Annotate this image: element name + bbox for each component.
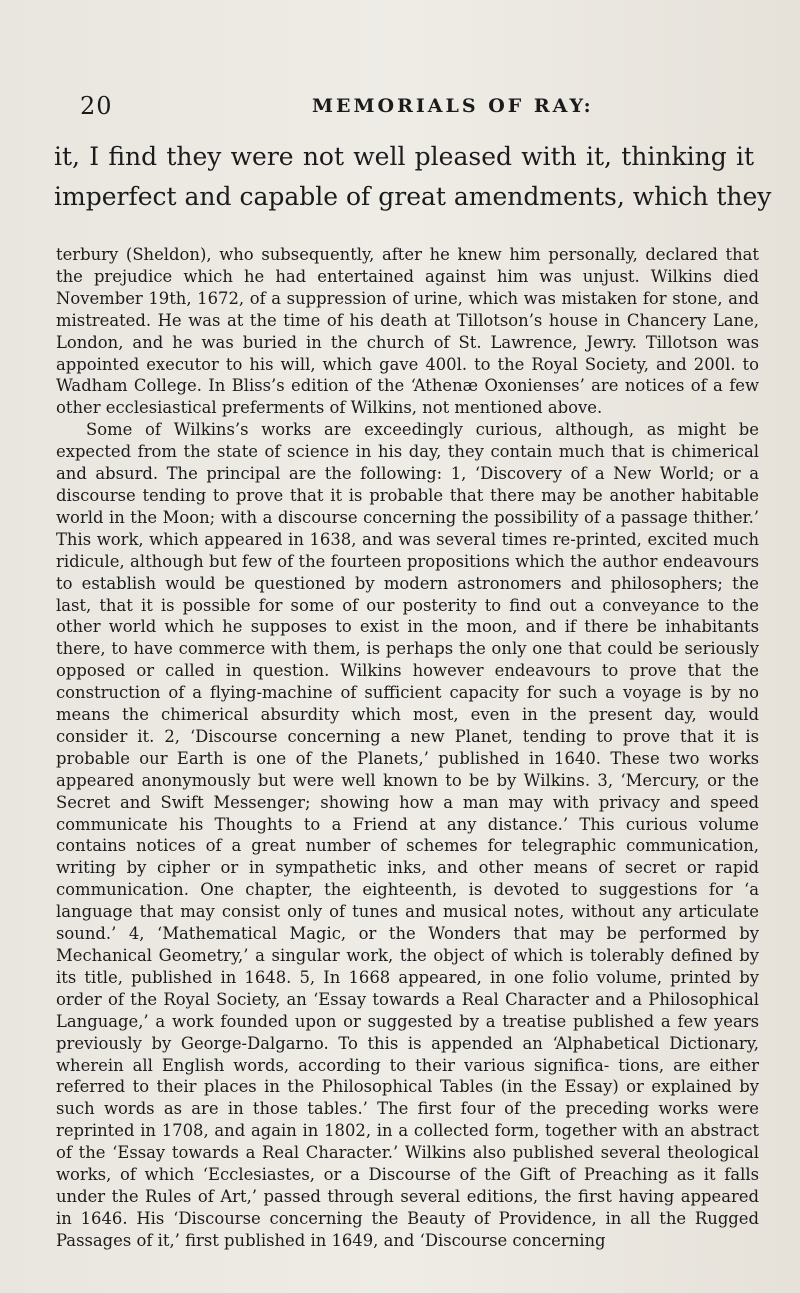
paragraph: terbury (Sheldon), who subsequently, after he knew him personally, declared that the prejudice which he had entertained against him was unjust. Wilkins died November 19th, 1672, of a suppression of urine, which was mistaken for stone, and mistreated. He was at the time of his death at Tillotson’s house in Chancery Lane, London, and he was buried in the church of St. Lawrence, Jewry. Tillotson was appointed executor to his will, which gave 400l. to the Royal Society, and 200l. to Wadham College. In Bliss’s edition of the ‘Athenæ Oxonienses’ are notices of a few other ecclesiastical preferments of Wilkins, not mentioned above. (56, 245, 759, 418)
bled-through-text-fragment (54, 137, 772, 217)
page-header (80, 92, 710, 118)
running-title: MEMORIALS OF RAY: (312, 95, 594, 117)
page-number: 20 (80, 92, 113, 120)
fragment-line: it, I find they were not well pleased with it, thinking it (54, 142, 754, 171)
fragment-line: imperfect and capable of great amendments, which they (54, 182, 772, 211)
paragraph: Some of Wilkins’s works are exceedingly curious, although, as might be expected from the state of science in his day, they contain much that is chimerical and absurd. The principal are the following: 1, ‘Discovery of a New World; or a discourse tending to prove that it is probable that there may be another habitable world in the Moon; with a discourse concerning the possibility of a passage thither.’ This work, which appeared in 1638, and was several times re-printed, excited much ridicule, although but few of the fourteen propositions which the author endeavours to establish would be questioned by modern astronomers and philosophers; the last, that it is possible for some of our posterity to find out a conveyance to the other world which he supposes to exist in the moon, and if there be inhabitants there, to have commerce with them, is perhaps the only one that could be seriously opposed or called in question. Wilkins however endeavours to prove that the construction of a flying-machine of sufficient capacity for such a voyage is by no means the chimerical absurdity which most, even in the present day, would consider it. 2, ‘Discourse concerning a new Planet, tending to prove that it is probable our Earth is one of the Planets,’ published in 1640. These two works appeared anonymously but were well known to be by Wilkins. 3, ‘Mercury, or the Secret and Swift Messenger; showing how a man may with privacy and speed communicate his Thoughts to a Friend at any distance.’ This curious volume contains notices of a great number of schemes for telegraphic communication, writing by cipher or in sympathetic inks, and other means of secret or rapid communication. One chapter, the eighteenth, is devoted to suggestions for ‘a language that may consist only of tunes and musical notes, without any articulate sound.’ 4, ‘Mathematical Magic, or the Wonders that may be performed by Mechanical Geometry,’ a singular work, the object of which is tolerably defined by its title, published in 1648. 5, In 1668 appeared, in one folio volume, printed by order of the Royal Society, an ‘Essay towards a Real Character and a Philosophical Language,’ a work founded upon or suggested by a treatise published a few years previously by George-Dalgarno. To this is appended an ‘Alphabetical Dictionary, wherein all English words, according to their various significa- tions, are either referred to their places in the Philosophical Tables (in the Essay) or explained by such words as are in those tables.’ The first four of the preceding works were reprinted in 1708, and again in 1802, in a collected form, together with an abstract of the ‘Essay towards a Real Character.’ Wilkins also published several theological works, of which ‘Ecclesiastes, or a Discourse of the Gift of Preaching as it falls under the Rules of Art,’ passed through several editions, the first having appeared in 1646. His ‘Discourse concerning the Beauty of Providence, in all the Rugged Passages of it,’ first published in 1649, and ‘Discourse concerning (56, 420, 759, 1250)
body-text (56, 244, 759, 1252)
